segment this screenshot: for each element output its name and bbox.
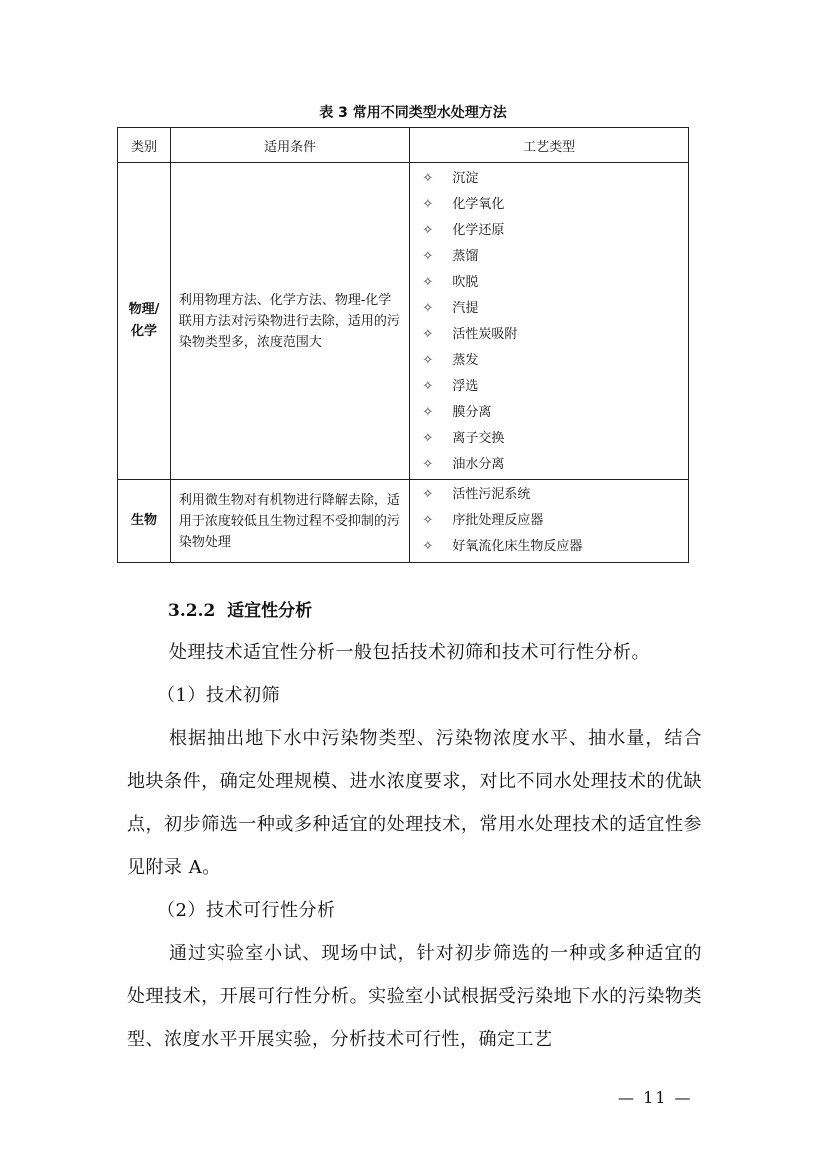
intro-paragraph: 处理技术适宜性分析一般包括技术初筛和技术可行性分析。 — [169, 642, 650, 663]
diamond-bullet-icon: ✧ — [422, 431, 434, 446]
subsection-heading-1: （1）技术初筛 — [157, 685, 280, 706]
diamond-bullet-icon: ✧ — [422, 327, 434, 342]
list-item — [422, 192, 688, 218]
diamond-bullet-icon: ✧ — [422, 487, 434, 502]
process-list — [422, 481, 688, 561]
process-name: 化学还原 — [452, 223, 505, 238]
list-item — [422, 218, 688, 244]
section-title: 适宜性分析 — [227, 601, 313, 621]
list-item — [422, 508, 688, 534]
subsection-body-1: 根据抽出地下水中污染物类型、污染物浓度水平、抽水量，结合地块条件，确定处理规模、进水浓度要求，对比不同水处理技术的优缺点，初步筛选一种或多种适宜的处理技术，常用水处理技术的适宜性参见附录 A。 — [127, 728, 702, 878]
condition-cell: 利用微生物对有机物进行降解去除，适用于浓度较低且生物过程不受抑制的污染物处理 — [170, 480, 409, 563]
list-item — [422, 270, 688, 296]
list-item — [422, 482, 688, 508]
process-name: 蒸发 — [452, 353, 479, 368]
list-item — [422, 534, 688, 560]
condition-cell: 利用物理方法、化学方法、物理-化学联用方法对污染物进行去除，适用的污染物类型多，浓度范围大 — [170, 163, 409, 480]
list-item — [422, 296, 688, 322]
category-label: 生物 — [130, 513, 157, 528]
water-treatment-table — [117, 127, 689, 563]
list-item — [422, 374, 688, 400]
section-heading — [168, 596, 312, 621]
table-caption: 表 3 常用不同类型水处理方法 — [319, 105, 507, 121]
process-name: 浮选 — [452, 379, 479, 394]
process-cell — [410, 163, 689, 480]
list-item — [422, 400, 688, 426]
process-name: 吹脱 — [452, 275, 479, 290]
diamond-bullet-icon: ✧ — [422, 249, 434, 264]
table-row — [118, 163, 689, 480]
list-item — [422, 452, 688, 478]
section-number: 3.2.2 — [168, 601, 216, 621]
diamond-bullet-icon: ✧ — [422, 223, 434, 238]
diamond-bullet-icon: ✧ — [422, 379, 434, 394]
process-name: 化学氧化 — [452, 197, 505, 212]
page-number: — 11 — — [618, 1088, 693, 1107]
process-name: 蒸馏 — [452, 249, 479, 264]
header-category: 类别 — [118, 128, 171, 163]
category-label: 化学 — [130, 324, 157, 339]
subsection-heading-2: （2）技术可行性分析 — [157, 900, 336, 921]
process-name: 沉淀 — [452, 171, 479, 186]
process-name: 活性污泥系统 — [452, 487, 531, 502]
category-label: 物理/ — [128, 302, 160, 317]
header-process: 工艺类型 — [410, 128, 689, 163]
diamond-bullet-icon: ✧ — [422, 171, 434, 186]
process-name: 序批处理反应器 — [452, 513, 544, 528]
process-name: 油水分离 — [452, 457, 505, 472]
process-name: 汽提 — [452, 301, 479, 316]
table-header-row — [118, 128, 689, 163]
list-item — [422, 322, 688, 348]
diamond-bullet-icon: ✧ — [422, 353, 434, 368]
process-name: 离子交换 — [452, 431, 505, 446]
process-name: 好氧流化床生物反应器 — [452, 539, 583, 554]
diamond-bullet-icon: ✧ — [422, 539, 434, 554]
diamond-bullet-icon: ✧ — [422, 275, 434, 290]
diamond-bullet-icon: ✧ — [422, 405, 434, 420]
process-name: 膜分离 — [452, 405, 492, 420]
list-item — [422, 166, 688, 192]
diamond-bullet-icon: ✧ — [422, 457, 434, 472]
list-item — [422, 244, 688, 270]
process-name: 活性炭吸附 — [452, 327, 518, 342]
process-cell — [410, 480, 689, 563]
header-condition: 适用条件 — [170, 128, 409, 163]
category-cell — [118, 163, 171, 480]
process-list — [422, 163, 688, 479]
subsection-body-2: 通过实验室小试、现场中试，针对初步筛选的一种或多种适宜的处理技术，开展可行性分析。实验室小试根据受污染地下水的污染物类型、浓度水平开展实验，分析技术可行性，确定工艺 — [127, 943, 702, 1050]
diamond-bullet-icon: ✧ — [422, 301, 434, 316]
list-item — [422, 348, 688, 374]
diamond-bullet-icon: ✧ — [422, 513, 434, 528]
diamond-bullet-icon: ✧ — [422, 197, 434, 212]
category-cell — [118, 480, 171, 563]
list-item — [422, 426, 688, 452]
table-row — [118, 480, 689, 563]
